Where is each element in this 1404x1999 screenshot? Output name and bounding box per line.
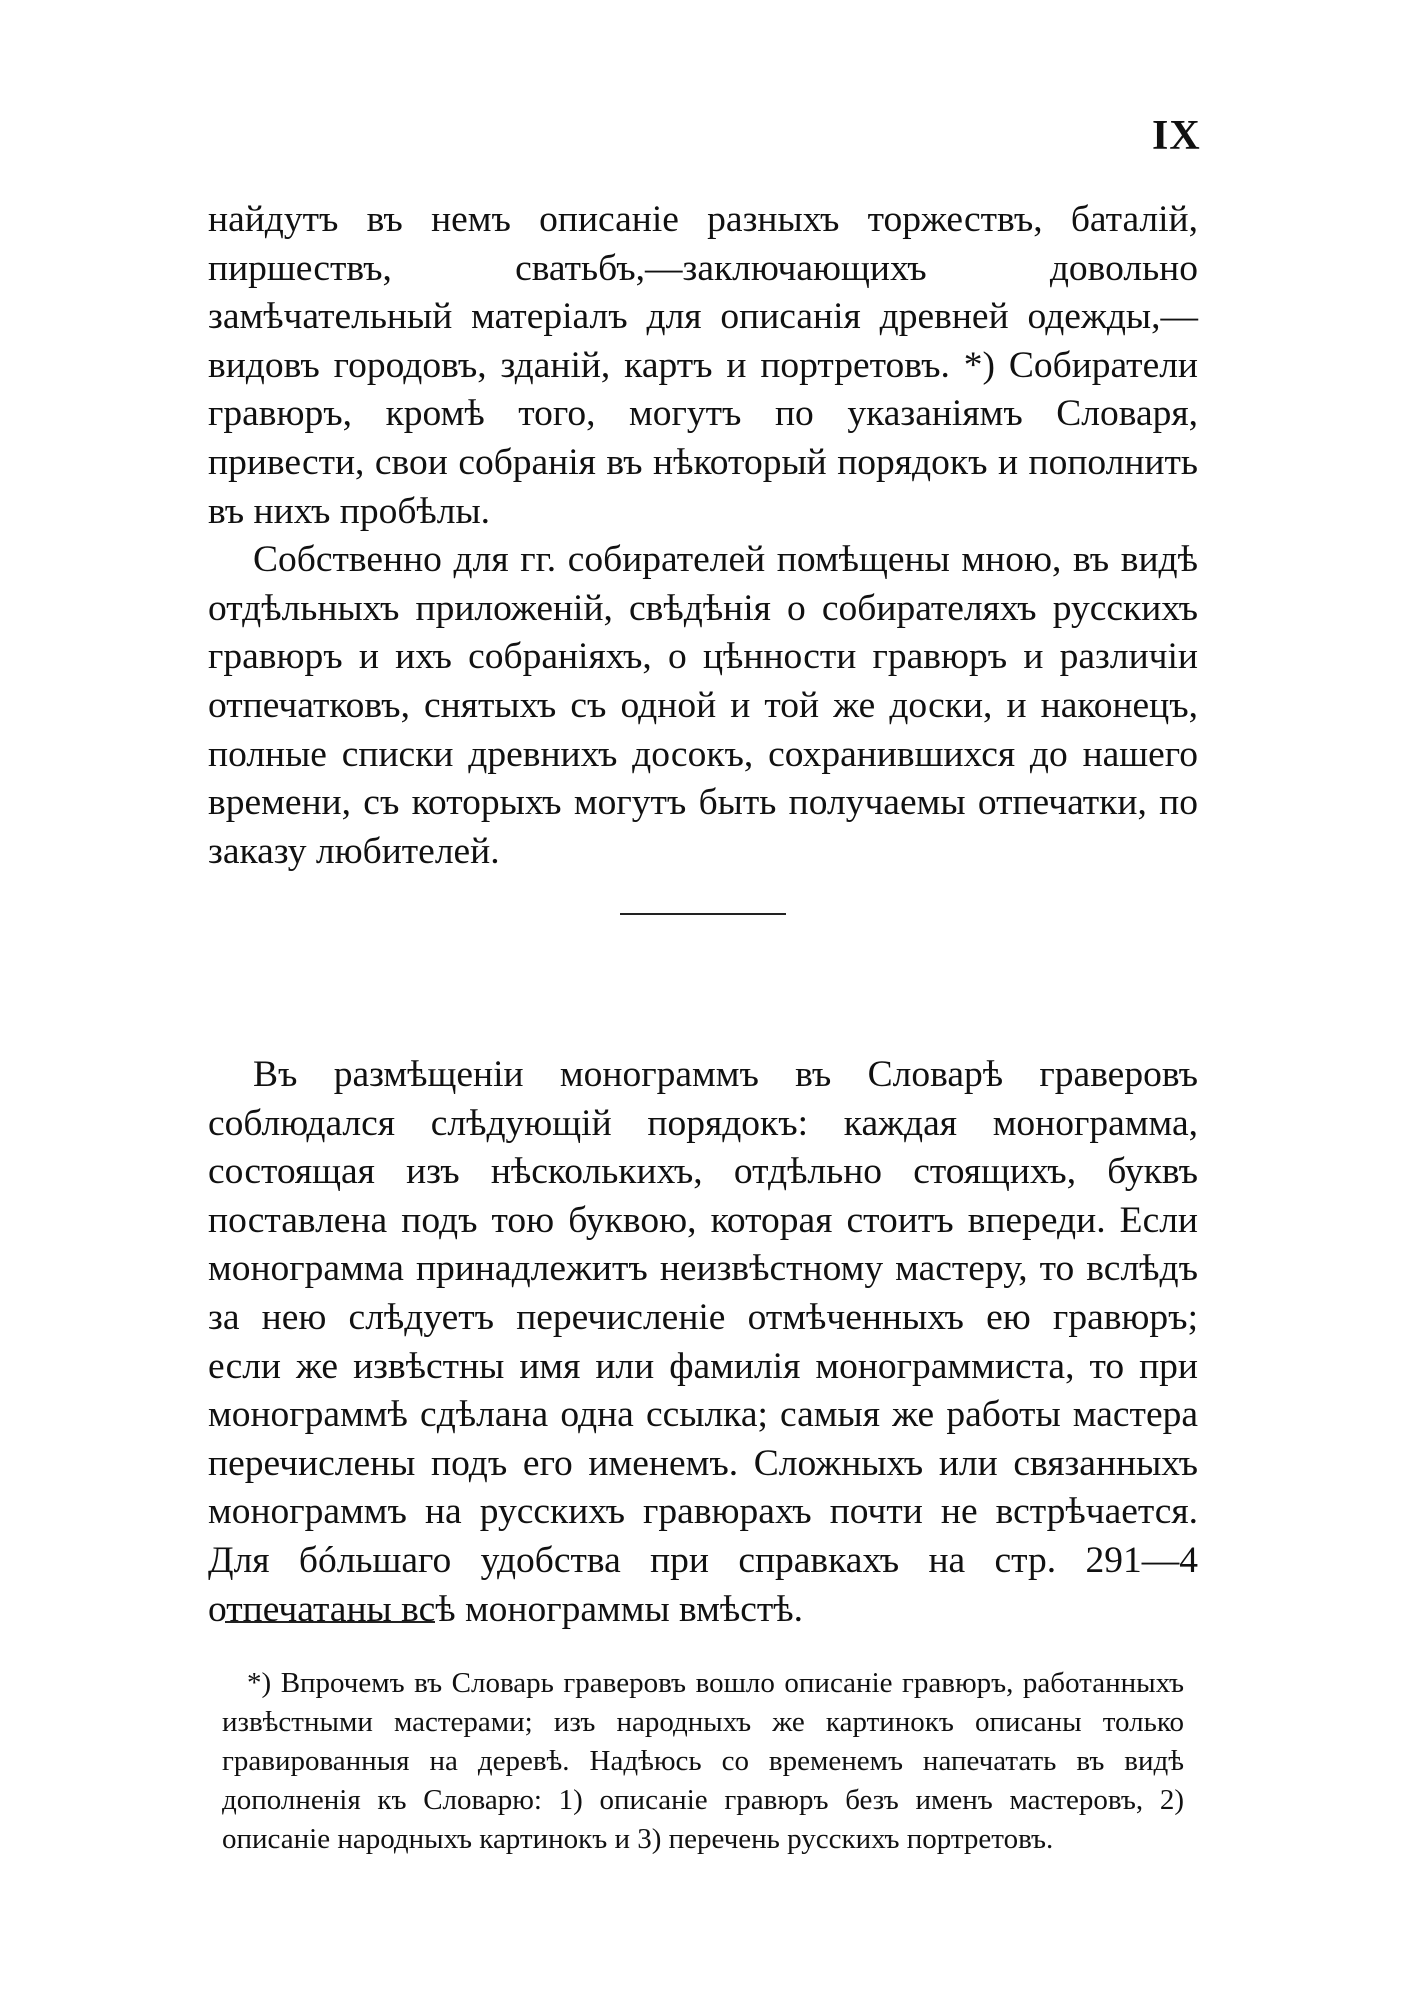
footnote-divider (225, 1621, 435, 1623)
footnote (222, 1664, 1184, 1859)
paragraph-appendices: Собственно для гг. собирателей помѣщены мною, въ видѣ отдѣльныхъ приложеній, свѣдѣнія о собирателяхъ русскихъ гравюръ и ихъ собраніяхъ, о цѣнности гравюръ и различіи отпечатковъ, снятыхъ съ одной и той же доски, и наконецъ, полные списки древнихъ досокъ, сохранившихся до нашего времени, съ которыхъ могутъ быть получаемы отпечатки, по заказу любителей. (208, 539, 1198, 872)
section-divider (620, 913, 786, 915)
paragraph-monograms: Въ размѣщеніи монограммъ въ Словарѣ граверовъ соблюдался слѣдующій порядокъ: каждая монограмма, состоящая изъ нѣсколькихъ, отдѣльно стоящихъ, буквъ поставлена подъ тою буквою, которая стоитъ впереди. Если монограмма принадлежитъ неизвѣстному мастеру, то вслѣдъ за нею слѣдуетъ перечисленіе отмѣченныхъ ею гравюръ; если же извѣстны имя или фамилія монограммиста, то при монограммѣ сдѣлана одна ссылка; самыя же работы мастера перечислены подъ его именемъ. Сложныхъ или связанныхъ монограммъ на русскихъ гравюрахъ почти не встрѣчается. Для бóльшаго удобства при справкахъ на стр. 291—4 отпечатаны всѣ монограммы вмѣстѣ. (208, 1054, 1198, 1630)
paragraph-contents: найдутъ въ немъ описаніе разныхъ торжествъ, баталій, пиршествъ, сватьбъ,—заключающихъ довольно замѣчательный матеріалъ для описанія древней одежды,—видовъ городовъ, зданій, картъ и портретовъ. *) Собиратели гравюръ, кромѣ того, могутъ по указаніямъ Словаря, привести, свои собранія въ нѣкоторый порядокъ и пополнить въ нихъ пробѣлы. (208, 199, 1198, 532)
footnote-text: *) Впрочемъ въ Словарь граверовъ вошло описаніе гравюръ, работанныхъ извѣстными мастерами; изъ народныхъ же картинокъ описаны только гравированныя на деревѣ. Надѣюсь со временемъ напечатать въ видѣ дополненія къ Словарю: 1) описаніе гравюръ безъ именъ мастеровъ, 2) описаніе народныхъ картинокъ и 3) перечень русскихъ портретовъ. (222, 1667, 1184, 1855)
text-block-collectors (208, 196, 1198, 876)
page-number: IX (1152, 113, 1201, 159)
text-block-monograms (208, 1051, 1198, 1634)
